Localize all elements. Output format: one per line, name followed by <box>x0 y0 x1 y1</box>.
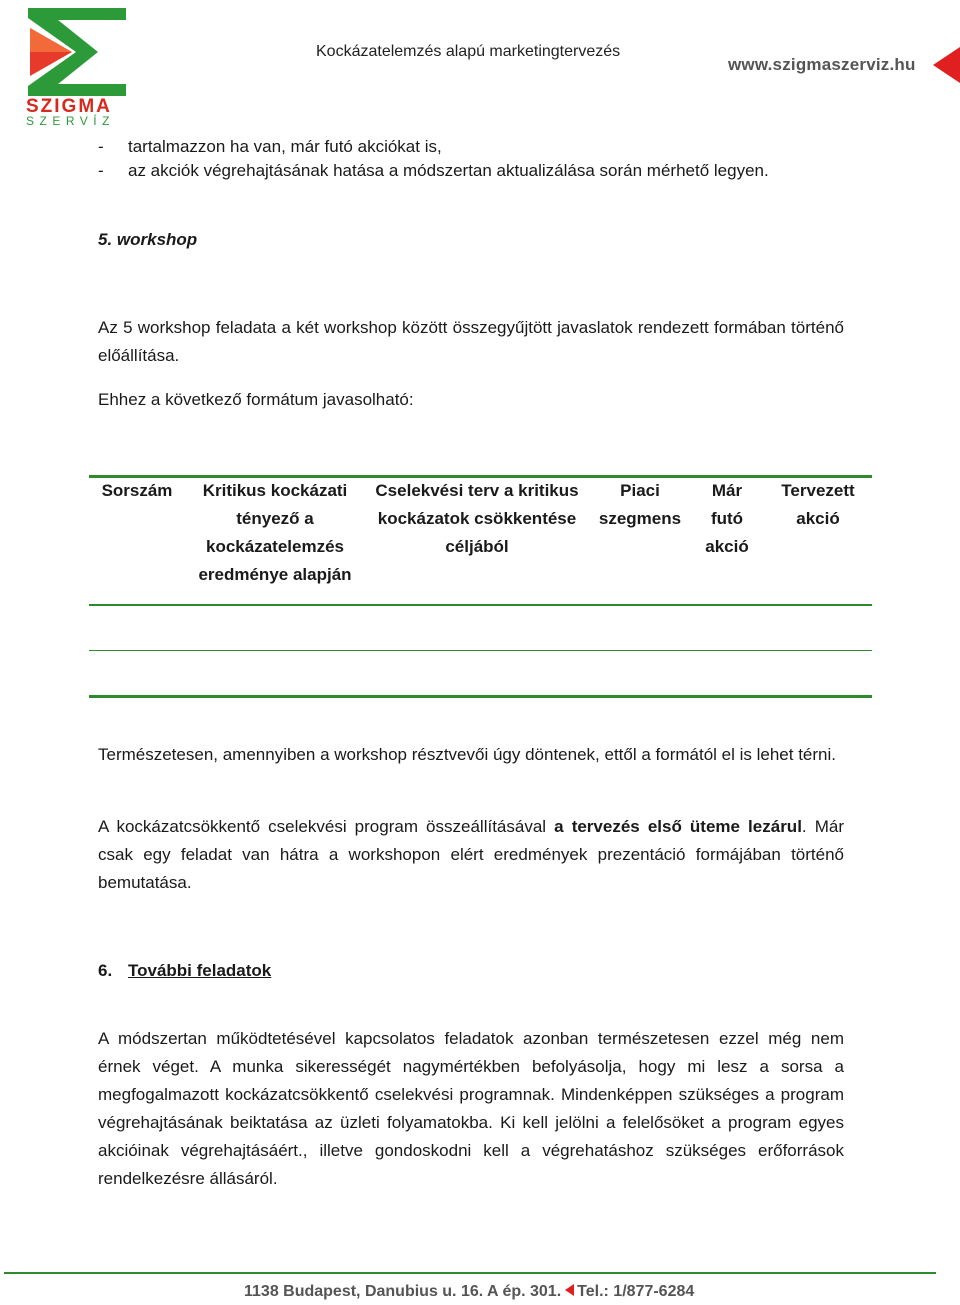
table-header-cell: Kritikus kockázati tényező a kockázatelemzés eredménye alapján <box>198 481 352 584</box>
table-row-rule <box>89 650 872 651</box>
table-header-cell: Tervezett akció <box>781 481 855 528</box>
section-heading: 6. További feladatok <box>98 961 272 980</box>
section-heading: 5. workshop <box>98 230 198 249</box>
table-bottom-rule <box>89 695 872 698</box>
paragraph: A kockázatcsökkentő cselekvési program összeállításával a tervezés első üteme lezárul. Már csak egy feladat van hátra a workshopon elért eredmények prezentáció formájában történő bemutatása. <box>98 817 844 892</box>
bullet-item: - az akciók végrehajtásának hatása a módszertan aktualizálása során mérhető legyen. <box>98 161 769 180</box>
paragraph: Az 5 workshop feladata a két workshop között összegyűjtött javaslatok rendezett formában történő előállítása. <box>98 318 844 365</box>
arrow-left-icon <box>933 47 960 88</box>
svg-text:SZERVÍZ: SZERVÍZ <box>26 114 115 126</box>
table-header-cell: Már futó akció <box>705 481 749 556</box>
table-header-cell: Cselekvési terv a kritikus kockázatok csökkentése céljából <box>375 481 579 556</box>
header-title: Kockázatelemzés alapú marketingtervezés <box>316 43 621 60</box>
table-row-rule <box>89 604 872 606</box>
header-url[interactable]: www.szigmaszerviz.hu <box>728 55 916 74</box>
svg-text:SZIGMA: SZIGMA <box>26 96 112 117</box>
paragraph: A módszertan működtetésével kapcsolatos feladatok azonban természetesen ezzel még nem érnek véget. A munka sikerességét nagymértékben befolyásolja, hogy mi lesz a sorsa a megfogalmazott kockázatcsökkentő cselekvési programnak. Mindenképpen szükséges a program végrehajtásának beiktatása az üzleti folyamatokba. Ki kell jelölni a felelősöket a program egyes akcióinak végrehajtásáért., illetve gondoskodni kell a végrehatáshoz szükséges erőforrások rendelkezésre állásáról. <box>98 1029 844 1188</box>
arrow-left-icon <box>565 1284 574 1296</box>
footer-address: 1138 Budapest, Danubius u. 16. A ép. 301. <box>244 1283 562 1300</box>
paragraph: Természetesen, amennyiben a workshop résztvevői úgy döntenek, ettől a formától el is lehet térni. <box>98 745 836 764</box>
bullet-item: - tartalmazzon ha van, már futó akciókat is, <box>98 137 442 156</box>
table-header-cell: Sorszám <box>101 481 173 500</box>
table-header-cell: Piaci szegmens <box>598 481 682 528</box>
footer-divider <box>4 1272 936 1274</box>
szigma-logo <box>24 6 130 126</box>
footer-phone: Tel.: 1/877-6284 <box>577 1283 695 1300</box>
footer-contact <box>244 1283 694 1301</box>
paragraph: Ehhez a következő formátum javasolható: <box>98 390 414 409</box>
szigma-logo-icon <box>24 6 130 126</box>
